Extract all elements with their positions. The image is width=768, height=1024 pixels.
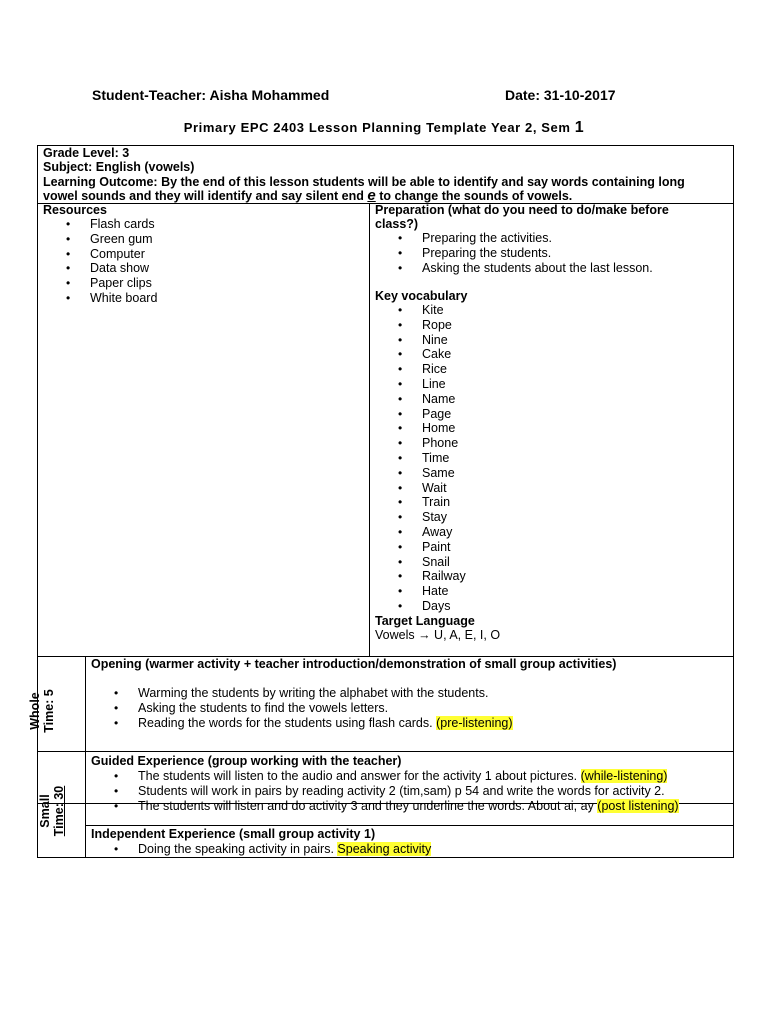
subject: Subject: English (vowels) bbox=[43, 160, 195, 174]
vocabulary-item: • Cake bbox=[422, 347, 466, 362]
vocabulary-item: • Nine bbox=[422, 333, 466, 348]
divider-bottom bbox=[37, 857, 734, 858]
vocabulary-item: • Line bbox=[422, 377, 466, 392]
opening-item-text: Asking the students to find the vowels letters. bbox=[138, 700, 389, 715]
learning-outcome-line-1: Learning Outcome: By the end of this lesson students will be able to identify and say words containing long bbox=[43, 175, 685, 189]
opening-item-text: Warming the students by writing the alphabet with the students. bbox=[138, 686, 489, 700]
vocabulary-item: • Phone bbox=[422, 436, 466, 451]
document-title-number: 1 bbox=[574, 119, 585, 136]
key-vocabulary-heading: Key vocabulary bbox=[375, 289, 468, 303]
guided-item-text: The students will listen and do activity 3 and they underline the words. About ai, ay bbox=[138, 798, 598, 813]
preparation-heading-1: Preparation (what do you need to do/make before bbox=[375, 203, 669, 217]
learning-outcome-text-a: vowel sounds and they will identify and say silent end bbox=[43, 189, 368, 203]
vocabulary-list bbox=[422, 303, 466, 614]
vocabulary-item: • Same bbox=[422, 466, 466, 481]
preparation-item: • Preparing the activities. bbox=[422, 231, 653, 246]
guided-item bbox=[138, 769, 679, 784]
post-listening-highlight: (post listening) bbox=[597, 798, 679, 813]
target-language-text: Vowels → U, A, E, I, O bbox=[375, 628, 501, 642]
resource-item: • Paper clips bbox=[90, 276, 157, 291]
preparation-list bbox=[422, 231, 653, 275]
vocabulary-item: • Kite bbox=[422, 303, 466, 318]
preparation-item: • Preparing the students. bbox=[422, 246, 653, 261]
opening-item-text: Reading the words for the students using flash cards. bbox=[138, 715, 437, 730]
vocabulary-item: • Rope bbox=[422, 318, 466, 333]
vocabulary-item: • Railway bbox=[422, 569, 466, 584]
guided-item-text: The students will listen to the audio and answer for the activity 1 about pictures. bbox=[138, 769, 581, 783]
opening-item bbox=[138, 686, 513, 701]
whole-label bbox=[28, 681, 56, 741]
opening-list bbox=[138, 686, 513, 730]
independent-item-text: Doing the speaking activity in pairs. bbox=[138, 842, 338, 856]
grade-level: Grade Level: 3 bbox=[43, 146, 130, 160]
opening-item bbox=[138, 701, 513, 716]
target-language-heading: Target Language bbox=[375, 614, 475, 628]
resource-item: • White board bbox=[90, 291, 157, 306]
vocabulary-item: • Time bbox=[422, 451, 466, 466]
guided-item-text: Students will work in pairs by reading activity 2 (tim,sam) p 54 and write the words for activity 2. bbox=[138, 783, 665, 798]
learning-outcome-line-2 bbox=[43, 189, 572, 204]
divider-column bbox=[369, 203, 370, 656]
vocabulary-item: • Away bbox=[422, 525, 466, 540]
independent-list bbox=[138, 842, 431, 857]
preparation-heading-2: class?) bbox=[375, 217, 419, 231]
small-label bbox=[38, 776, 66, 846]
vocabulary-item: • Page bbox=[422, 407, 466, 422]
guided-list bbox=[138, 769, 679, 813]
vocabulary-item: • Hate bbox=[422, 584, 466, 599]
resource-item: • Green gum bbox=[90, 232, 157, 247]
pre-listening-highlight: (pre-listening) bbox=[436, 715, 513, 730]
resource-item: • Flash cards bbox=[90, 217, 157, 232]
vocabulary-item: • Days bbox=[422, 599, 466, 614]
divider-right-extend bbox=[733, 804, 734, 857]
resource-item: • Data show bbox=[90, 261, 157, 276]
resources-list bbox=[90, 217, 157, 306]
guided-item bbox=[138, 784, 679, 799]
guided-item bbox=[138, 799, 679, 814]
divider-small-section bbox=[37, 751, 734, 752]
vocabulary-item: • Name bbox=[422, 392, 466, 407]
lesson-date: Date: 31-10-2017 bbox=[505, 87, 616, 103]
whole-time-text: Time: 5 bbox=[42, 689, 56, 733]
independent-experience-heading: Independent Experience (small group activity 1) bbox=[91, 827, 376, 841]
vocabulary-item: • Stay bbox=[422, 510, 466, 525]
vocabulary-item: • Home bbox=[422, 421, 466, 436]
vocabulary-item: • Wait bbox=[422, 481, 466, 496]
preparation-item: • Asking the students about the last lesson. bbox=[422, 261, 653, 276]
resources-heading: Resources bbox=[43, 203, 107, 217]
student-teacher-name: Student-Teacher: Aisha Mohammed bbox=[92, 87, 330, 103]
vocabulary-item: • Snail bbox=[422, 555, 466, 570]
learning-outcome-text-b: to change the sounds of vowels. bbox=[375, 189, 573, 203]
vocabulary-item: • Paint bbox=[422, 540, 466, 555]
independent-item bbox=[138, 842, 431, 857]
divider-independent bbox=[85, 825, 734, 826]
guided-experience-heading: Guided Experience (group working with the teacher) bbox=[91, 754, 402, 768]
small-label-text: Small bbox=[38, 794, 52, 828]
document-title-text: Primary EPC 2403 Lesson Planning Template Year 2, Sem bbox=[183, 120, 575, 135]
vocabulary-item: • Rice bbox=[422, 362, 466, 377]
vocabulary-item: • Train bbox=[422, 495, 466, 510]
resource-item: • Computer bbox=[90, 247, 157, 262]
opening-item bbox=[138, 716, 513, 731]
silent-e-letter: e bbox=[367, 187, 376, 204]
small-time-text: Time: 30 bbox=[52, 785, 66, 837]
speaking-activity-highlight: Speaking activity bbox=[337, 842, 432, 856]
while-listening-highlight: (while-listening) bbox=[580, 769, 668, 783]
opening-heading: Opening (warmer activity + teacher introduction/demonstration of small group activities) bbox=[91, 657, 617, 671]
whole-label-text: Whole bbox=[28, 692, 42, 730]
divider-label-extend bbox=[85, 804, 86, 857]
document-title bbox=[0, 119, 768, 137]
divider-label-column bbox=[85, 656, 86, 804]
